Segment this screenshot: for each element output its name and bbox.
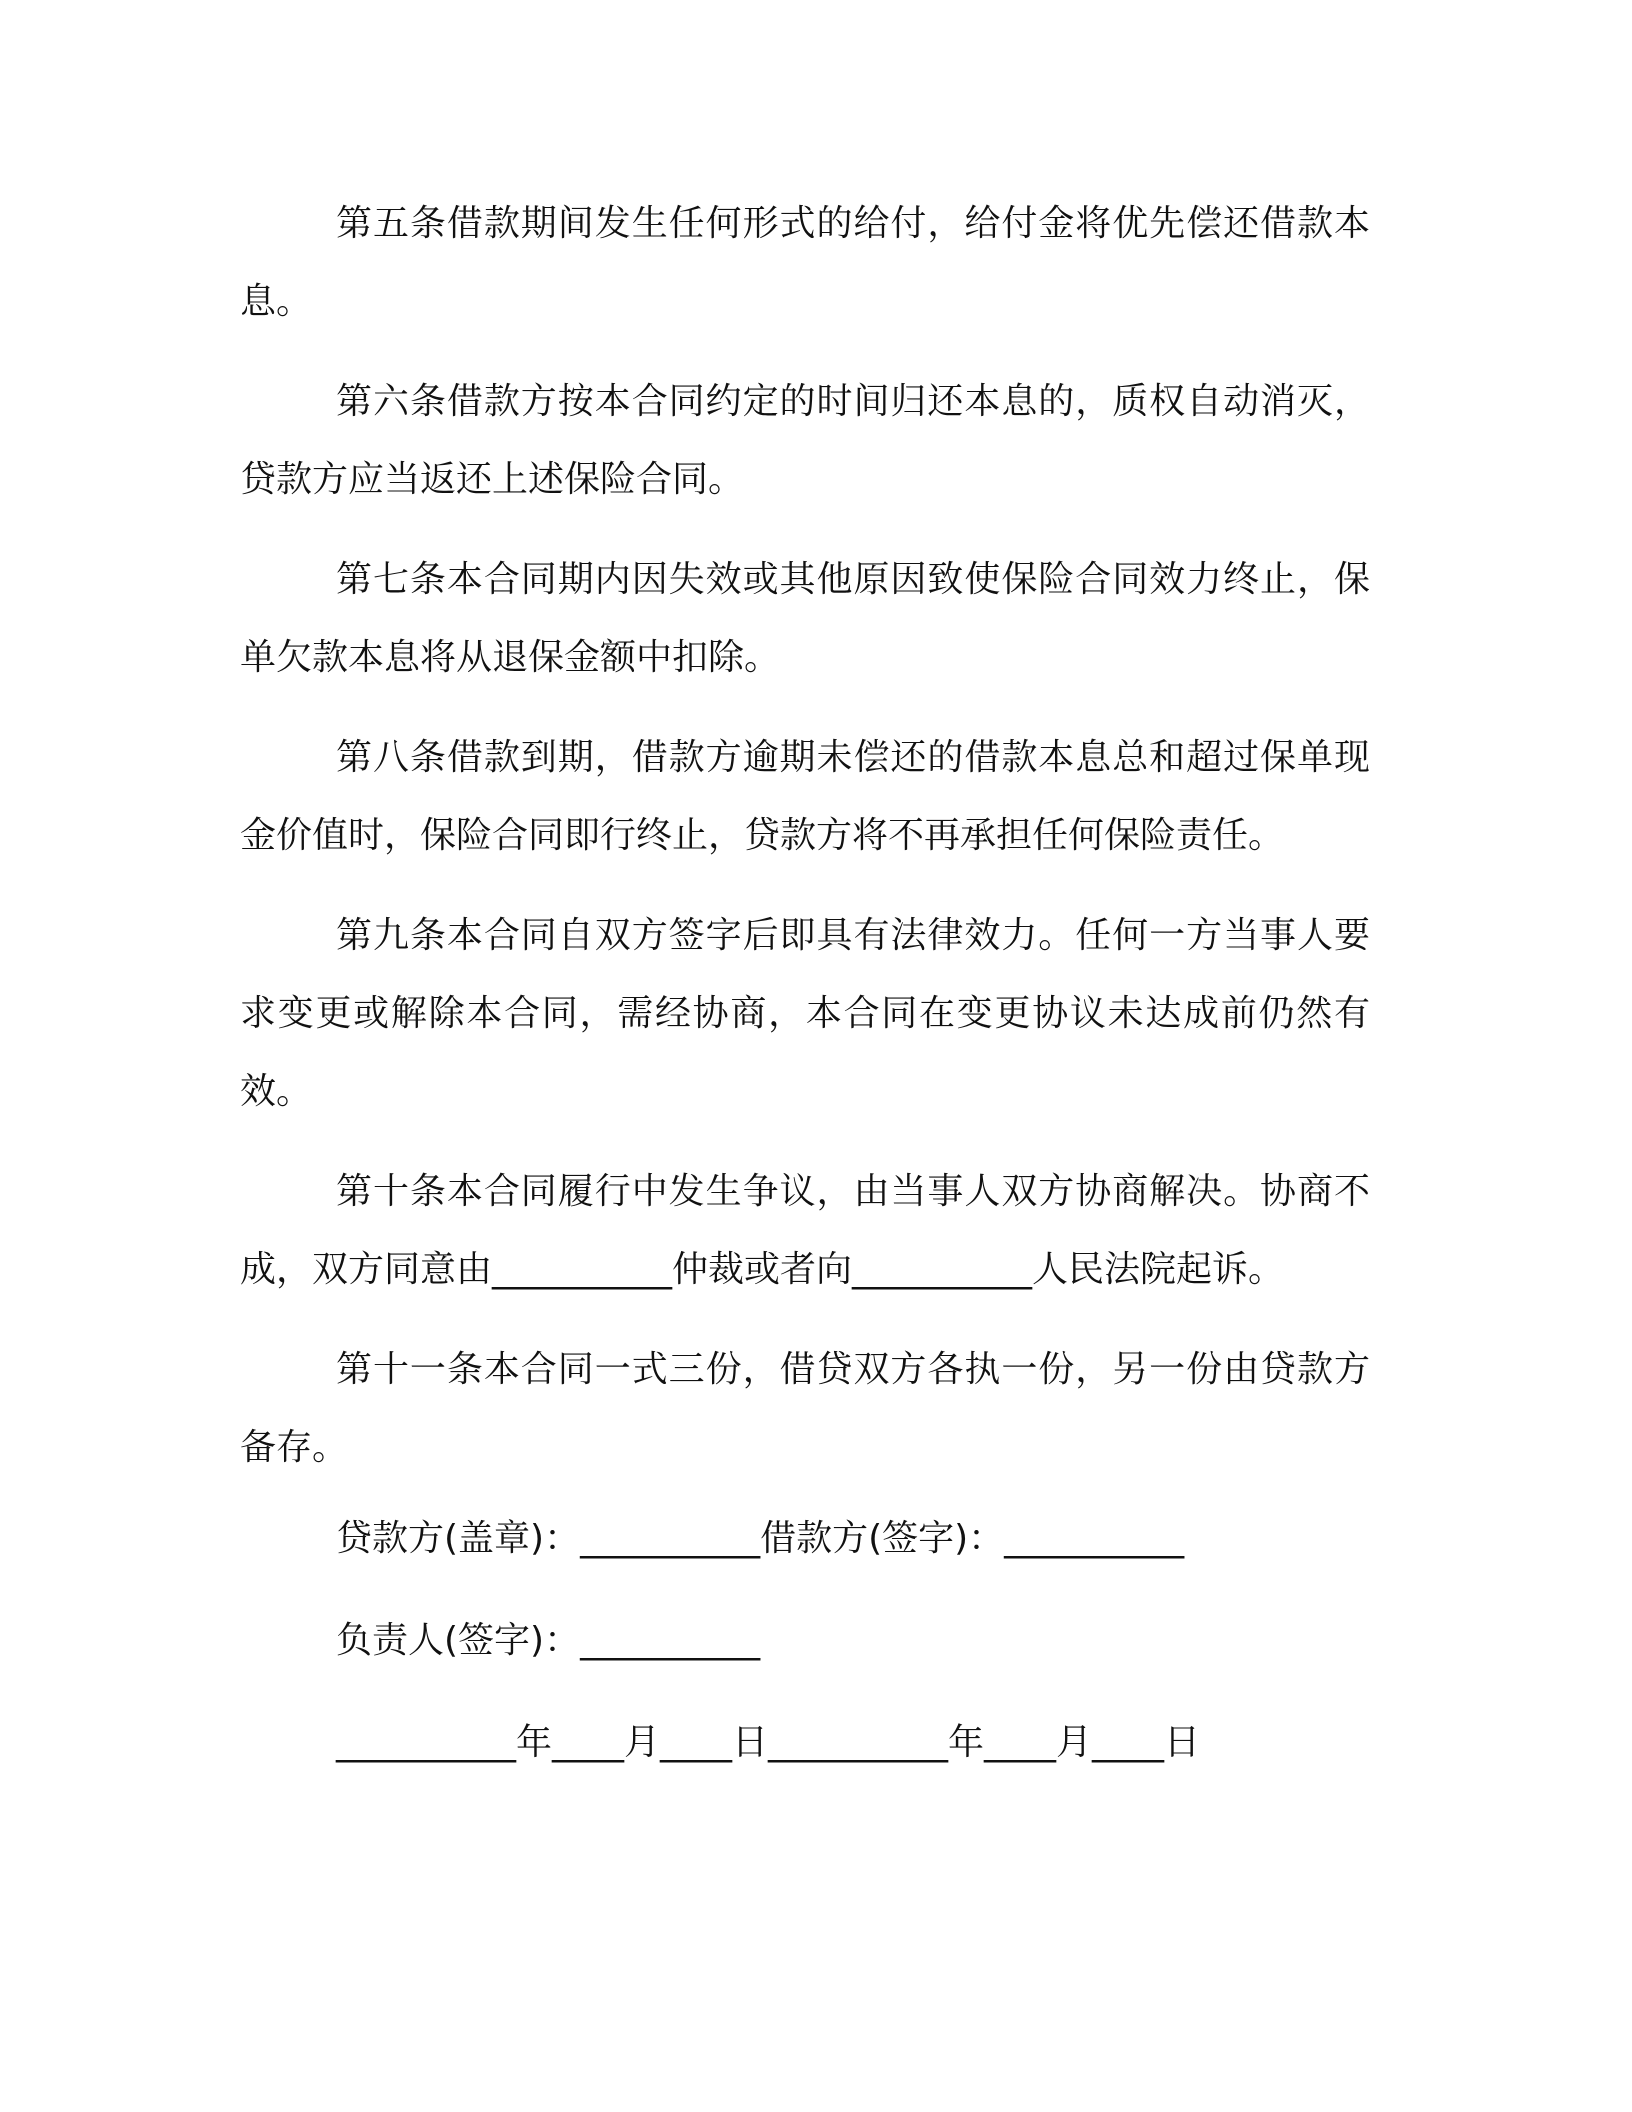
clause-7: 第七条本合同期内因失效或其他原因致使保险合同效力终止，保单欠款本息将从退保金额中扣除。: [240, 559, 1370, 678]
party-signature-line: 贷款方(盖章)：__________借款方(签字)：__________: [336, 1518, 1185, 1559]
clause-6: 第六条借款方按本合同约定的时间归还本息的，质权自动消灭，贷款方应当返还上述保险合同。: [240, 381, 1370, 500]
signature-block: [240, 1509, 1370, 1773]
clause-5: 第五条借款期间发生任何形式的给付，给付金将优先偿还借款本息。: [240, 203, 1370, 322]
clause-9: 第九条本合同自双方签字后即具有法律效力。任何一方当事人要求变更或解除本合同，需经协商，本合同在变更协议未达成前仍然有效。: [240, 915, 1370, 1112]
responsible-signature-line: 负责人(签字)：__________: [336, 1620, 761, 1661]
date-line: __________年____月____日__________年____月____日: [336, 1722, 1200, 1763]
contract-body: [240, 185, 1370, 1773]
clause-10: 第十条本合同履行中发生争议，由当事人双方协商解决。协商不成，双方同意由__________仲裁或者向__________人民法院起诉。: [240, 1171, 1370, 1290]
clause-8: 第八条借款到期，借款方逾期未偿还的借款本息总和超过保单现金价值时，保险合同即行终止，贷款方将不再承担任何保险责任。: [240, 737, 1370, 856]
clause-11: 第十一条本合同一式三份，借贷双方各执一份，另一份由贷款方备存。: [240, 1349, 1370, 1468]
